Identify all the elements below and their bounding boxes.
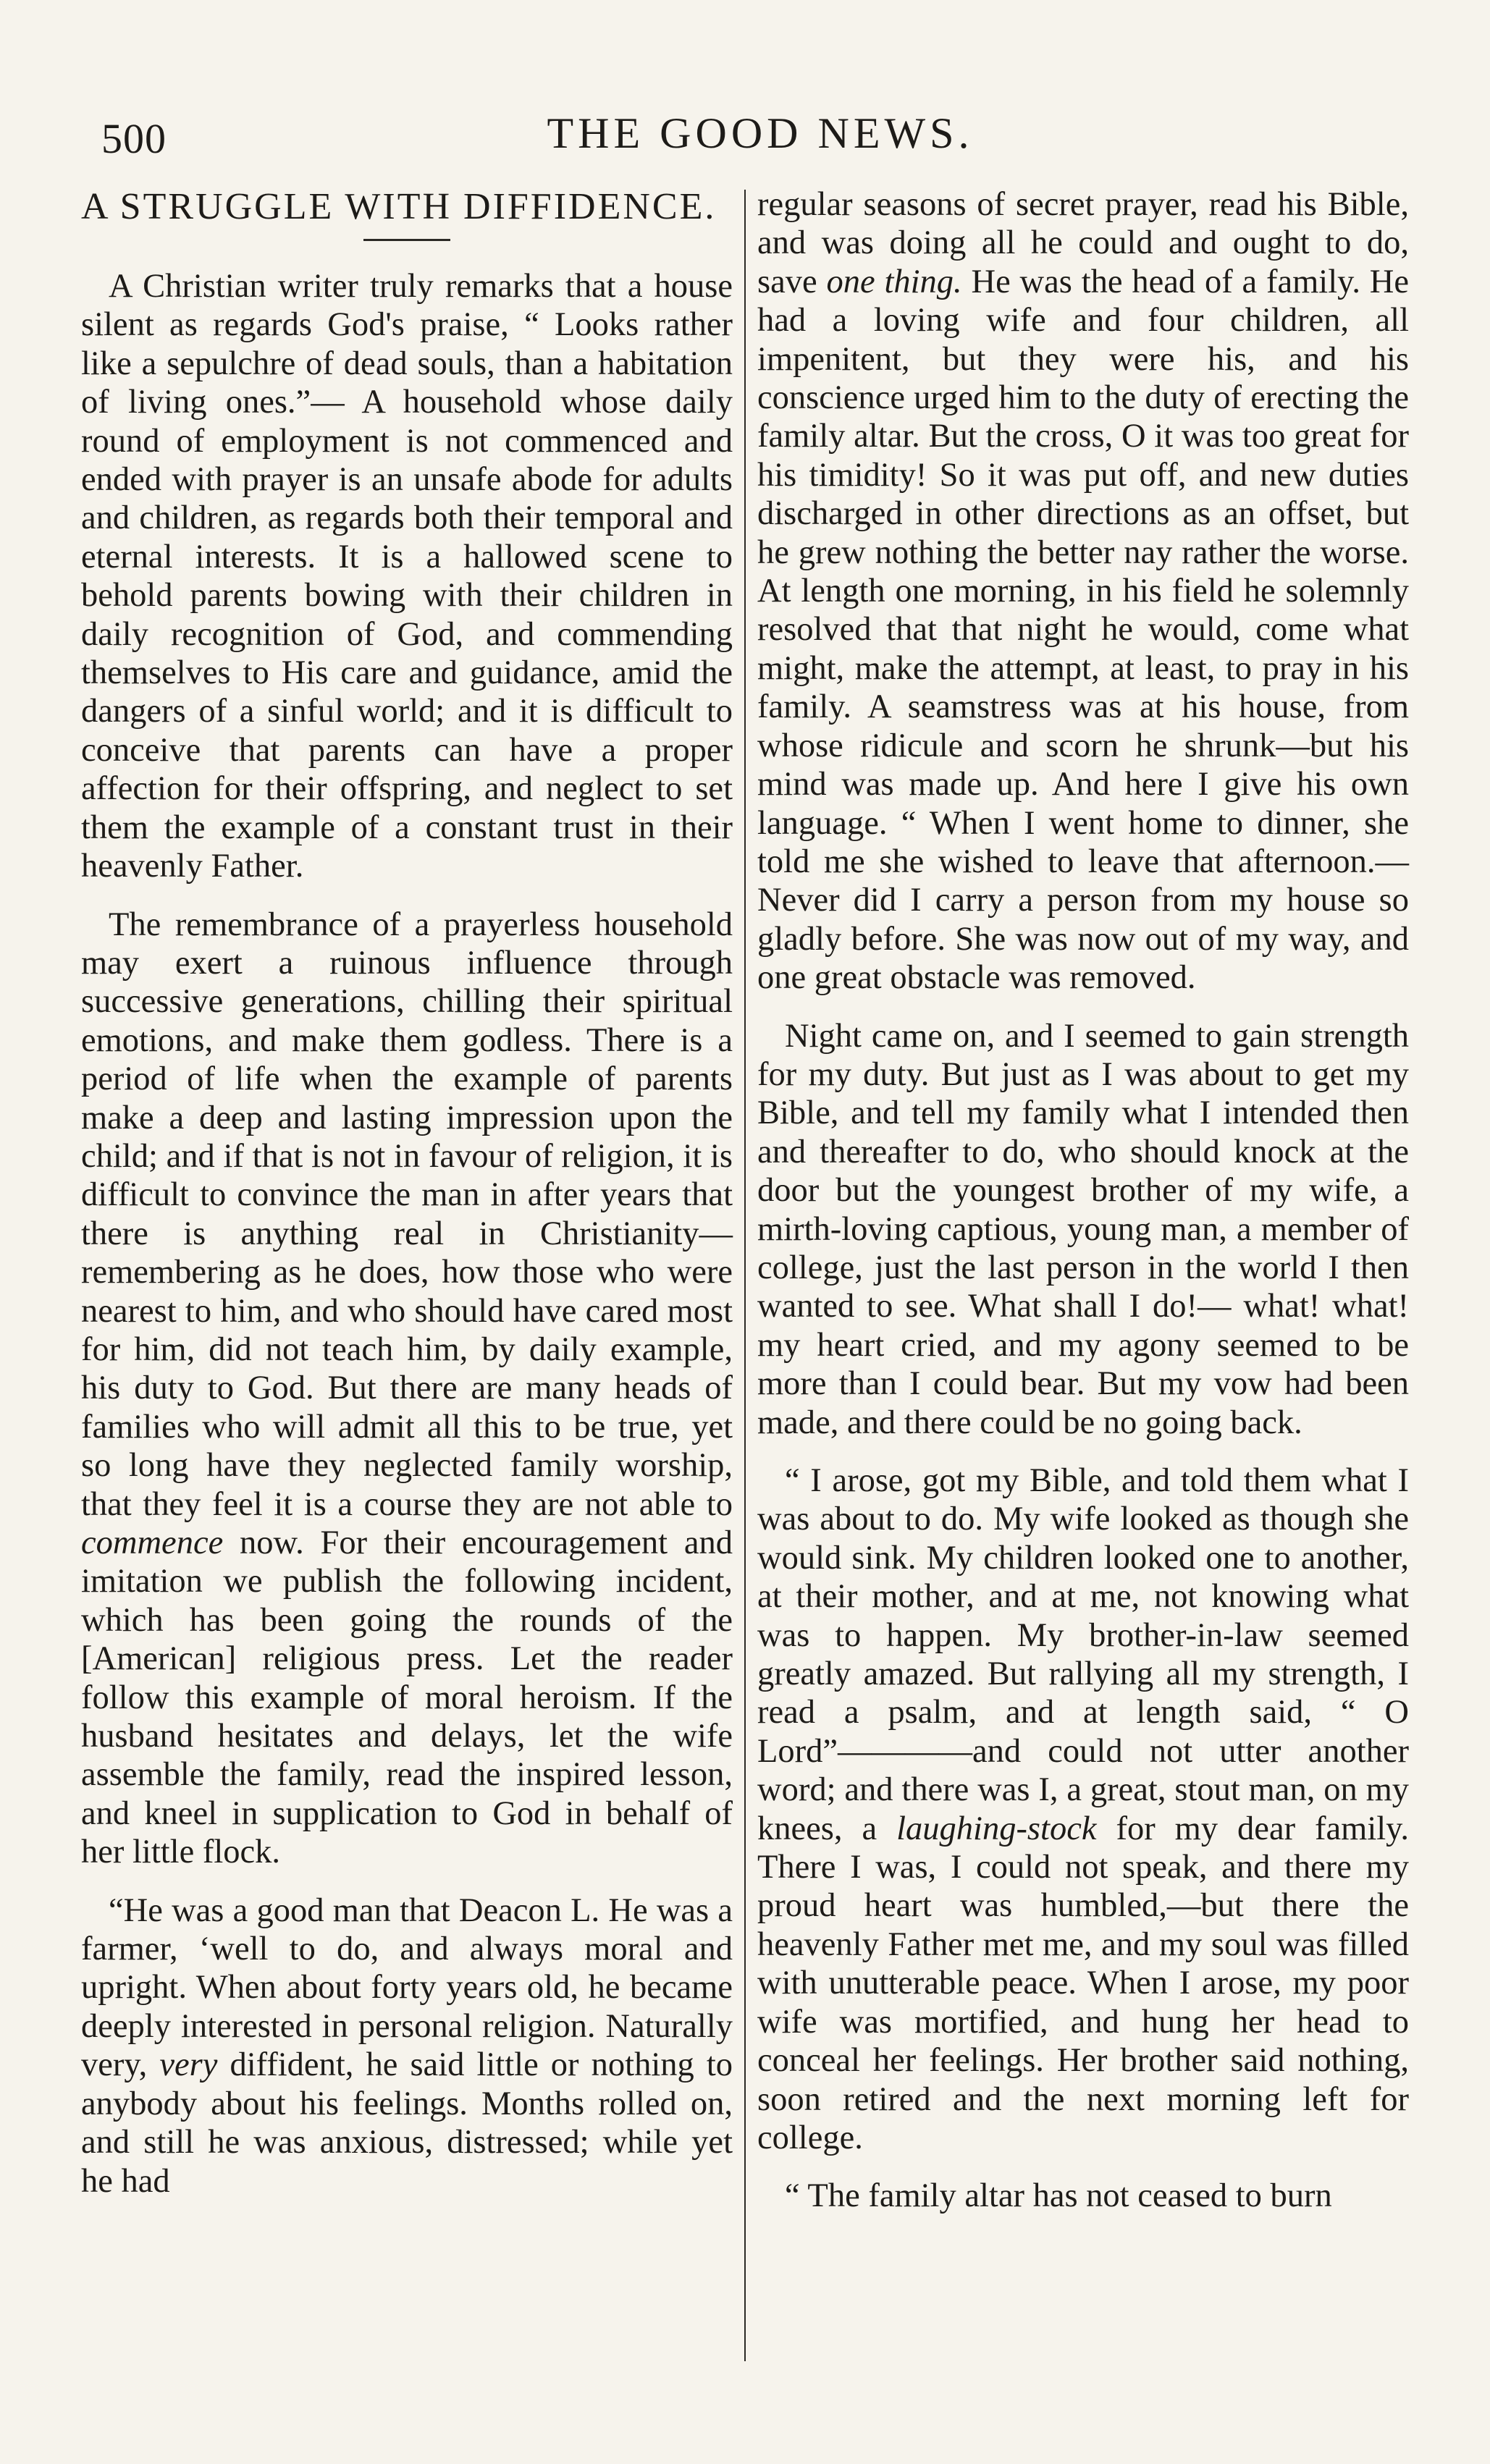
article-title: A STRUGGLE WITH DIFFIDENCE. (81, 186, 717, 227)
column-divider (744, 190, 746, 2361)
paragraph-text: The remembrance of a prayerless household may exert a ruinous influence through successive generations, chilling their spiritual emotions, and make them godless. There is a period of life when the example of parents make a deep and lasting impression upon the child; and if that is not in favour of religion, it is difficult to convince the man in after years that there is anything real in Christianity—remembering as he does, how those who were nearest to him, and who should have cared most for him, did not teach him, by daily example, his duty to God. But there are many heads of families who will admit all this to be true, yet so long have they neglected family worship, that they feel it is a course they are not able to (81, 906, 733, 1523)
paragraph-text: He was the head of a family. He had a loving wife and four children, all impenitent, but they were his, and his conscience urged him to the duty of erecting the family altar. But the cross, O it was too great for his timidity! So it was put off, and new duties discharged in other directions as an offset, but he grew nothing the better nay rather the worse. At length one morning, in his field he solemnly resolved that that night he would, come what might, make the attempt, at least, to pray in his family. A seamstress was at his house, from whose ridicule and scorn he shrunk—but his mind was made up. And here I give his own language. “ When I went home to dinner, she told me she wished to leave that afternoon.— Never did I carry a person from my house so gladly before. She was now out of my way, and one great obstacle was removed. (757, 263, 1410, 997)
page-number: 500 (101, 115, 167, 162)
emphasis: laughing-stock (896, 1810, 1097, 1847)
paragraph (81, 1891, 733, 2201)
emphasis: very (159, 2046, 218, 2084)
paragraph (81, 906, 733, 1872)
right-column (757, 185, 1409, 2235)
page-header (101, 109, 1419, 166)
paragraph (757, 185, 1409, 997)
emphasis: one thing. (826, 263, 962, 300)
paragraph-text: now. For their encouragement and imitation we publish the following incident, which has been going the rounds of the [American] religious press. Let the reader follow this example of moral heroism. If the husband hesitates and delays, let the wife assemble the family, read the inspired lesson, and kneel in supplication to God in behalf of her little flock. (81, 1524, 733, 1871)
left-column (81, 185, 733, 2220)
paragraph-text: regular seasons of secret prayer, read his Bible, and was doing all he could and ought to do, save (757, 186, 1409, 300)
emphasis: commence (81, 1524, 224, 1561)
paragraph-text: “He was a good man that Deacon L. He was a farmer, ‘well to do, and always moral and upright. When about forty years old, he became deeply interested in personal religion. Naturally very, (81, 1891, 733, 2084)
paragraph-text: for my dear family. There I was, I could not speak, and there my proud heart was humbled,—but there the heavenly Father met me, and my soul was filled with unutterable peace. When I arose, my poor wife was mortified, and hung her head to conceal her feelings. Her brother said nothing, soon retired and the next morning left for college. (757, 1810, 1410, 2156)
paragraph (757, 1461, 1409, 2157)
title-rule (363, 239, 450, 241)
paragraph: Night came on, and I seemed to gain strength for my duty. But just as I was about to get my Bible, and tell my family what I intended then and thereafter to do, who should knock at the door but the youngest brother of my wife, a mirth-loving captious, young man, a member of college, just the last person in the world I then wanted to see. What shall I do!— what! what! my heart cried, and my agony seemed to be more than I could bear. But my vow had been made, and there could be no going back. (757, 1017, 1409, 1441)
paragraph-text: diffident, he said little or nothing to anybody about his feelings. Months rolled on, and still he was anxious, distressed; while yet he had (81, 2046, 733, 2200)
paragraph: A Christian writer truly remarks that a house silent as regards God's praise, “ Looks rather like a sepulchre of dead souls, than a habitation of living ones.”— A household whose daily round of employment is not commenced and ended with prayer is an unsafe abode for adults and children, as regards both their temporal and eternal interests. It is a hallowed scene to behold parents bowing with their children in daily recognition of God, and commending themselves to His care and guidance, amid the dangers of a sinful world; and it is difficult to conceive that parents can have a proper affection for their offspring, and neglect to set them the example of a constant trust in their heavenly Father. (81, 268, 733, 885)
paragraph-text: “ I arose, got my Bible, and told them what I was about to do. My wife looked as though she would sink. My children looked one to another, at their mother, and at me, not knowing what was to happen. My brother-in-law seemed greatly amazed. But rallying all my strength, I read a psalm, and at length said, “ O Lord”————and could not utter another word; and there was I, a great, stout man, on my knees, a (757, 1462, 1409, 1847)
running-title: THE GOOD NEWS. (547, 109, 974, 157)
paragraph: “ The family altar has not ceased to burn (785, 2177, 1332, 2215)
